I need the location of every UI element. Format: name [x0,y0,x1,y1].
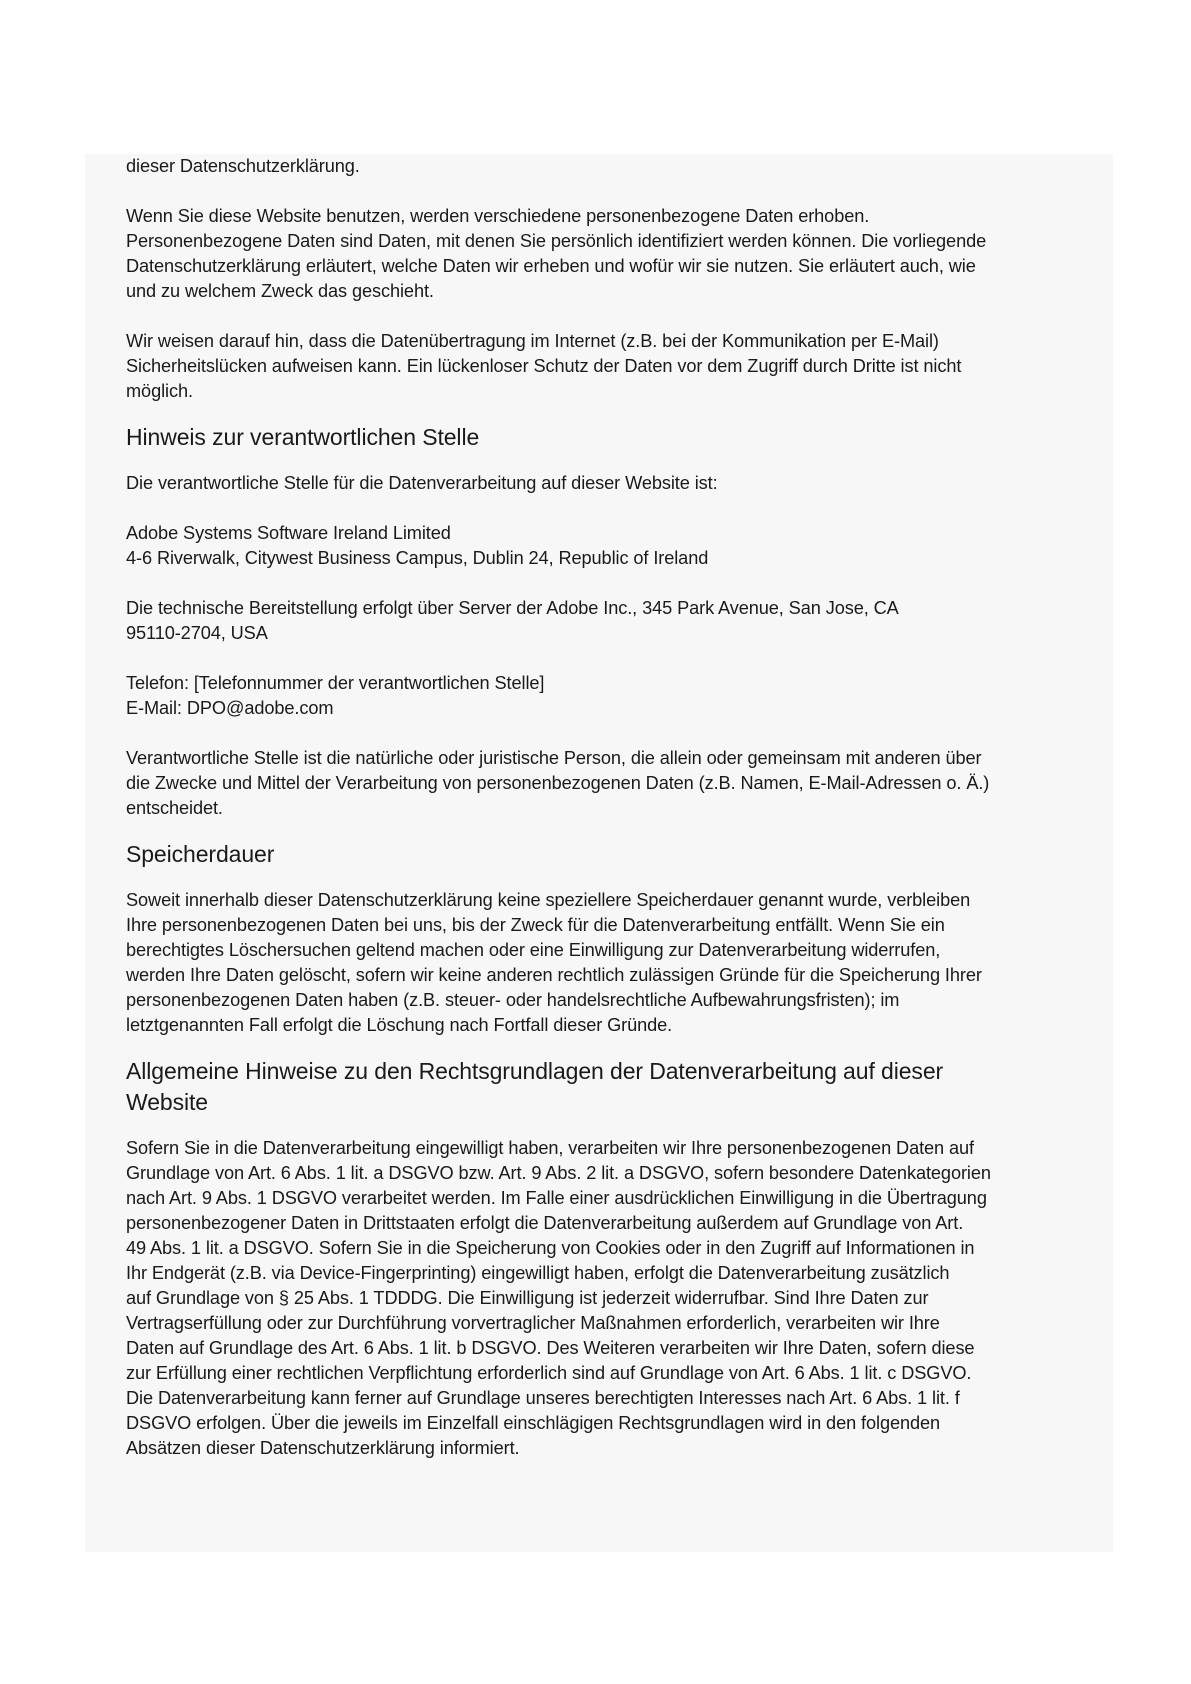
heading-legal-basis [126,1056,1086,1118]
text-line: berechtigtes Löschersuchen geltend machen oder eine Einwilligung zur Datenverarbeitung widerrufen, [126,940,941,960]
security-paragraph [126,329,1086,404]
storage-paragraph [126,888,1086,1038]
text-line: zur Erfüllung einer rechtlichen Verpflichtung erforderlich sind auf Grundlage von Art. 6 Abs. 1 lit. c DSGVO. [126,1363,972,1383]
text-line: nach Art. 9 Abs. 1 DSGVO verarbeitet werden. Im Falle einer ausdrücklichen Einwilligung in die Übertragung [126,1188,987,1208]
text-line: personenbezogenen Daten haben (z.B. steuer- oder handelsrechtliche Aufbewahrungsfristen); im [126,990,900,1010]
text-line: entscheidet. [126,798,223,818]
text-line: Personenbezogene Daten sind Daten, mit denen Sie persönlich identifiziert werden können. Die vorliegende [126,231,987,251]
text-line: Die Datenverarbeitung kann ferner auf Grundlage unseres berechtigten Interesses nach Art. 6 Abs. 1 lit. f [126,1388,960,1408]
address-block [126,521,1086,571]
text-line: personenbezogener Daten in Drittstaaten erfolgt die Datenverarbeitung außerdem auf Grundlage von Art. [126,1213,964,1233]
heading-line: Website [126,1089,208,1115]
text-line: und zu welchem Zweck das geschieht. [126,281,434,301]
hosting-paragraph [126,596,1086,646]
text-line: Sofern Sie in die Datenverarbeitung eingewilligt haben, verarbeiten wir Ihre personenbezogenen Daten auf [126,1138,975,1158]
text-line: DSGVO erfolgen. Über die jeweils im Einzelfall einschlägigen Rechtsgrundlagen wird in den folgenden [126,1413,941,1433]
heading-responsible-party: Hinweis zur verantwortlichen Stelle [126,424,480,450]
legal-basis-paragraph [126,1136,1086,1461]
text-line: Daten auf Grundlage des Art. 6 Abs. 1 lit. b DSGVO. Des Weiteren verarbeiten wir Ihre Daten, sofern diese [126,1338,975,1358]
text-line: Datenschutzerklärung erläutert, welche Daten wir erheben und wofür wir sie nutzen. Sie erläutert auch, wie [126,256,976,276]
text-line: auf Grundlage von § 25 Abs. 1 TDDDG. Die Einwilligung ist jederzeit widerrufbar. Sind Ihre Daten zur [126,1288,929,1308]
document-content [126,154,1086,1461]
text-line: die Zwecke und Mittel der Verarbeitung von personenbezogenen Daten (z.B. Namen, E-Mail-Adressen o. Ä.) [126,773,990,793]
phone-line: Telefon: [Telefonnummer der verantwortlichen Stelle] [126,673,545,693]
contact-block [126,671,1086,721]
text-line: Grundlage von Art. 6 Abs. 1 lit. a DSGVO bzw. Art. 9 Abs. 2 lit. a DSGVO, sofern besondere Datenkategorien [126,1163,991,1183]
text-line: letztgenannten Fall erfolgt die Löschung nach Fortfall dieser Gründe. [126,1015,673,1035]
website-usage-paragraph [126,204,1086,304]
text-line: Vertragserfüllung oder zur Durchführung vorvertraglicher Maßnahmen erforderlich, verarbeiten wir Ihre [126,1313,940,1333]
text-line: werden Ihre Daten gelöscht, sofern wir keine anderen rechtlich zulässigen Gründe für die Speicherung Ihrer [126,965,982,985]
text-line: Die technische Bereitstellung erfolgt über Server der Adobe Inc., 345 Park Avenue, San Jose, CA [126,598,899,618]
text-line: Ihr Endgerät (z.B. via Device-Fingerprinting) eingewilligt haben, erfolgt die Datenverarbeitung zusätzlich [126,1263,950,1283]
text-line: Wenn Sie diese Website benutzen, werden verschiedene personenbezogene Daten erhoben. [126,206,870,226]
heading-line: Allgemeine Hinweise zu den Rechtsgrundlagen der Datenverarbeitung auf dieser [126,1058,944,1084]
email-line: E-Mail: DPO@adobe.com [126,698,334,718]
responsible-definition-paragraph [126,746,1086,821]
heading-storage-duration: Speicherdauer [126,841,275,867]
company-address: 4-6 Riverwalk, Citywest Business Campus, Dublin 24, Republic of Ireland [126,548,709,568]
responsible-intro-paragraph [126,471,1086,496]
text-line: dieser Datenschutzerklärung. [126,156,360,176]
text-line: Verantwortliche Stelle ist die natürliche oder juristische Person, die allein oder gemeinsam mit anderen über [126,748,982,768]
text-line: Die verantwortliche Stelle für die Datenverarbeitung auf dieser Website ist: [126,473,718,493]
intro-tail-paragraph [126,154,1086,179]
text-line: Wir weisen darauf hin, dass die Datenübertragung im Internet (z.B. bei der Kommunikation per E-Mail) [126,331,939,351]
text-line: 49 Abs. 1 lit. a DSGVO. Sofern Sie in die Speicherung von Cookies oder in den Zugriff auf Informationen in [126,1238,975,1258]
text-line: Ihre personenbezogenen Daten bei uns, bis der Zweck für die Datenverarbeitung entfällt. Wenn Sie ein [126,915,945,935]
text-line: 95110-2704, USA [126,623,268,643]
text-line: Sicherheitslücken aufweisen kann. Ein lückenloser Schutz der Daten vor dem Zugriff durch Dritte ist nicht [126,356,962,376]
text-line: Soweit innerhalb dieser Datenschutzerklärung keine speziellere Speicherdauer genannt wurde, verbleiben [126,890,971,910]
company-name: Adobe Systems Software Ireland Limited [126,523,451,543]
text-line: Absätzen dieser Datenschutzerklärung informiert. [126,1438,520,1458]
text-line: möglich. [126,381,193,401]
